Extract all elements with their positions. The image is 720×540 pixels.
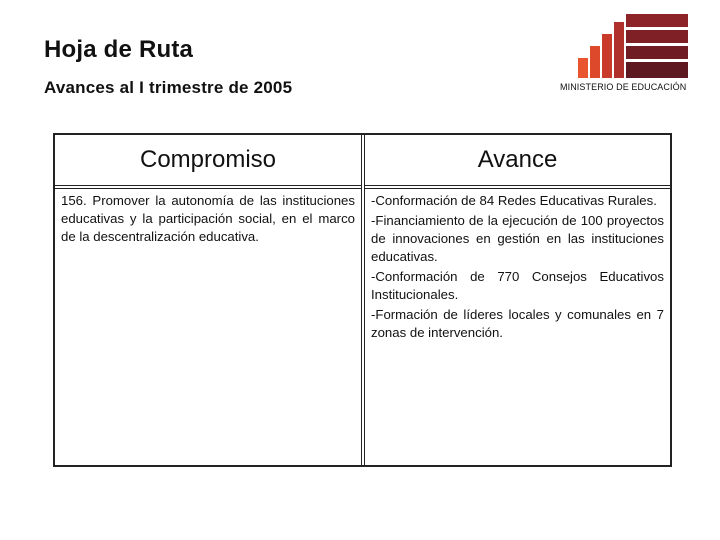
compromiso-text: 156. Promover la autonomía de las instituciones educativas y la participación social, en el marco de la descentralización educativa.	[61, 193, 355, 244]
ministry-bars-logo-icon	[576, 12, 692, 78]
avance-item: -Conformación de 84 Redes Educativas Rurales.	[371, 193, 657, 208]
logo-bar-7	[626, 46, 688, 59]
avance-item: -Financiamiento de la ejecución de 100 proyectos de innovaciones en gestión en las instituciones educativas.	[371, 213, 664, 264]
logo-bar-8	[626, 62, 688, 78]
logo-bar-5	[626, 14, 688, 27]
roadmap-table	[53, 133, 672, 467]
compromiso-header: Compromiso	[139, 146, 277, 173]
logo-bar-1	[578, 58, 588, 78]
avance-column	[365, 135, 670, 465]
avance-header: Avance	[477, 146, 558, 173]
avance-item: -Conformación de 770 Consejos Educativos Institucionales.	[371, 269, 664, 302]
logo-bar-6	[626, 30, 688, 43]
logo-caption: MINISTERIO DE EDUCACIÓN	[560, 82, 687, 92]
page-title: Hoja de Ruta	[44, 36, 194, 63]
logo-bar-4	[614, 22, 624, 78]
logo-bar-3	[602, 34, 612, 78]
avance-list	[371, 192, 664, 344]
logo-bar-2	[590, 46, 600, 78]
avance-item: -Formación de líderes locales y comunales en 7 zonas de intervención.	[371, 307, 664, 340]
compromiso-column	[55, 135, 361, 465]
page-subtitle: Avances al I trimestre de 2005	[44, 78, 293, 97]
